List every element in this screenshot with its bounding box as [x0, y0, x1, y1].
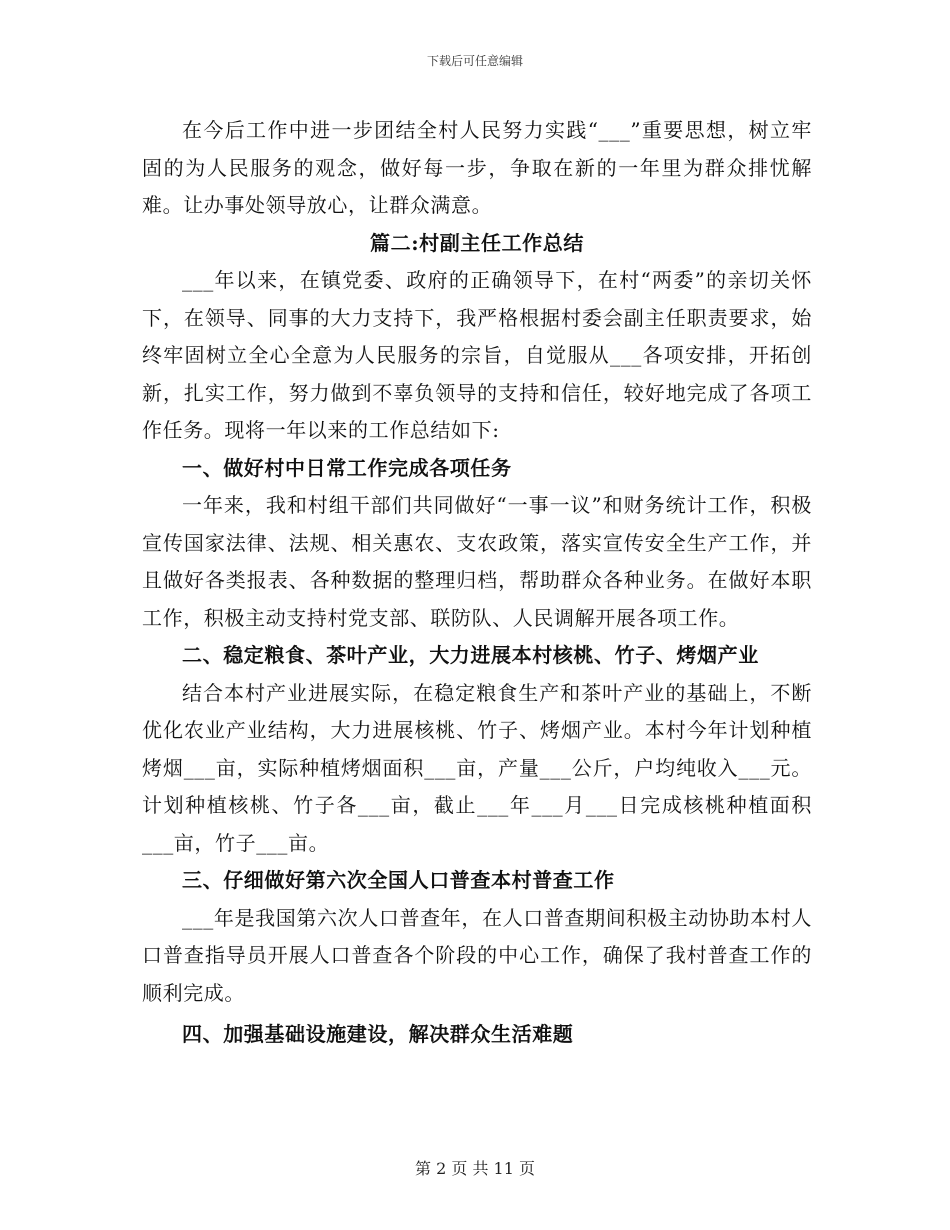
heading-census: 三、仔细做好第六次全国人口普查本村普查工作 [182, 868, 615, 892]
section-title: 篇二:村副主任工作总结 [370, 230, 584, 255]
heading-daily-work: 一、做好村中日常工作完成各项任务 [182, 455, 512, 480]
document-body [142, 112, 812, 1054]
paragraph-industry: 结合本村产业进展实际，在稳定粮食生产和茶叶产业的基础上，不断优化农业产业结构，大力进展核桃、竹子、烤烟产业。本村今年计划种植烤烟___亩，实际种植烤烟面积___亩，产量___公斤，户均纯收入___元。计划种植核桃、竹子各___亩，截止___年___月___日完成核桃种植面积___亩，竹子___亩。 [142, 680, 812, 855]
paragraph-intro: ___年以来，在镇党委、政府的正确领导下，在村“两委”的亲切关怀下，在领导、同事的大力支持下，我严格根据村委会副主任职责要求，始终牢固树立全心全意为人民服务的宗旨，自觉服从___各项安排，开拓创新，扎实工作，努力做到不辜负领导的支持和信任，较好地完成了各项工作任务。现将一年以来的工作总结如下: [142, 268, 812, 442]
paragraph-census: ___年是我国第六次人口普查年，在人口普查期间积极主动协助本村人口普查指导员开展人口普查各个阶段的中心工作，确保了我村普查工作的顺利完成。 [142, 905, 812, 1005]
heading-industry: 二、稳定粮食、茶叶产业，大力进展本村核桃、竹子、烤烟产业 [182, 643, 759, 667]
heading-infrastructure: 四、加强基础设施建设，解决群众生活难题 [182, 1022, 574, 1046]
header-note: 下载后可任意编辑 [426, 54, 523, 68]
paragraph-daily-work: 一年来，我和村组干部们共同做好“一事一议”和财务统计工作，积极宣传国家法律、法规、相关惠农、支农政策，落实宣传安全生产工作，并且做好各类报表、各种数据的整理归档，帮助群众各种业务。在做好本职工作，积极主动支持村党支部、联防队、人民调解开展各项工作。 [142, 493, 812, 630]
page-number: 第 2 页 共 11 页 [415, 1159, 535, 1178]
paragraph-closing-previous: 在今后工作中进一步团结全村人民努力实践“___”重要思想，树立牢固的为人民服务的观念，做好每一步，争取在新的一年里为群众排忧解难。让办事处领导放心，让群众满意。 [142, 118, 812, 217]
